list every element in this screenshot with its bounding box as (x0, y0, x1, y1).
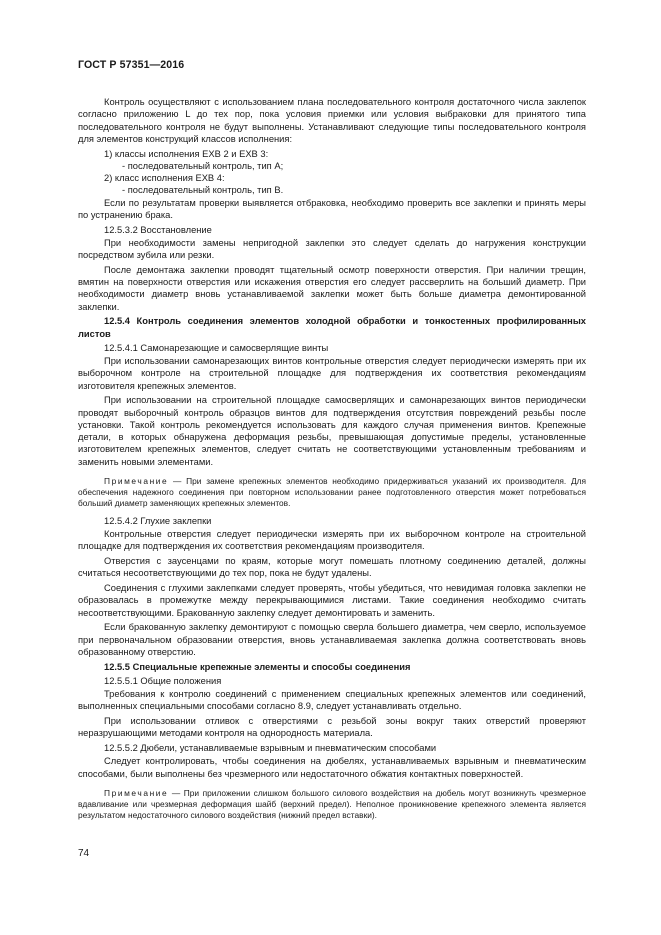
section-heading: 12.5.4.1 Самонарезающие и самосверлящие винты (104, 342, 329, 353)
paragraph: После демонтажа заклепки проводят тщательный осмотр поверхности отверстия. При наличии трещин, вмятин на поверхности отверстия или искажения отверстия его следует рассверлить на больший диаметр. При необходимости диаметр вновь устанавливаемой заклепки может быть больше диаметра демонтированной заклепки. (78, 264, 586, 312)
section-heading: 12.5.5.2 Дюбели, устанавливаемые взрывным и пневматическим способами (104, 743, 437, 753)
note-label: Примечание (104, 787, 169, 798)
list-subitem: - последовательный контроль, тип В. (122, 185, 284, 196)
note-text: — При приложении слишком большого силового воздействия на дюбель могут возникнуть чрезмерное вдавливание или чрезмерная деформация шайб (верхний предел). Неполное проникновение крепежного элемента является результатом недостаточного силового воздействия (нижний предел вставки). (78, 787, 586, 820)
paragraph: Контрольные отверстия следует периодически измерять при их выборочном контроле на строительной площадке для подтверждения их соответствия рекомендациям производителя. (78, 529, 586, 552)
paragraph: Отверстия с заусенцами по краям, которые могут помешать плотному соединению деталей, должны считаться несоответствующими до тех пор, пока не будут удалены. (78, 556, 586, 579)
note-text: — При замене крепежных элементов необходимо придерживаться указаний их производителя. Для обеспечения надежного соединения при повторном использовании ранее подготовленного отверстия может потребоваться больший диаметр заменяющих крепежных элементов. (78, 475, 586, 508)
document-body (78, 96, 586, 827)
paragraph: Соединения с глухими заклепками следует проверять, чтобы убедиться, что невидимая головка заклепки не образовалась в промежутке между перекрывающимися листами. Такие соединения необходимо считать несоответствующими. Бракованную заклепку следует демонтировать и заменить. (78, 583, 586, 618)
note (78, 476, 586, 509)
section-heading: 12.5.4.2 Глухие заклепки (104, 515, 212, 526)
paragraph: Требования к контролю соединений с применением специальных крепежных элементов или соединений, выполненных специальными способами согласно 8.9, следует устанавливать отдельно. (78, 689, 586, 712)
standard-header: ГОСТ Р 57351—2016 (78, 59, 185, 71)
paragraph: При использовании на строительной площадке самосверлящих и самонарезающих винтов периодически проводят выборочный контроль образцов винтов для подтверждения отсутствия повреждений резьбы после установки. Такой контроль рекомендуется использовать для каждого случая применения винтов. Крепежные детали, в которых обнаружена деформация резьбы, превышающая допустимые пределы, установленные изготовителем крепежных элементов, следует считать не соответствующими установленным требованиям и заменить новыми элементами. (78, 395, 586, 467)
list-item: 2) класс исполнения EXB 4: (104, 173, 225, 183)
paragraph: Контроль осуществляют с использованием плана последовательного контроля достаточного числа заклепок согласно приложению L до тех пор, пока условия приемки или условия выбраковки для принятого типа последовательного контроля не будут выполнены. Устанавливают следующие типы последовательного контроля для элементов конструкций классов исполнения: (78, 97, 586, 144)
section-heading: 12.5.3.2 Восстановление (104, 224, 212, 235)
paragraph: При использовании самонарезающих винтов контрольные отверстия следует периодически измерять при их выборочном контроле на строительной площадке для подтверждения их соответствия рекомендациям изготовителя крепежных элементов. (78, 356, 586, 391)
note (78, 788, 586, 821)
paragraph: Если бракованную заклепку демонтируют с помощью сверла большего диаметра, чем сверло, используемое при первоначальном образовании отверстия, вновь устанавливаемая заклепка должна соответствовать вновь образованному отверстию. (78, 622, 586, 657)
paragraph: Если по результатам проверки выявляется отбраковка, необходимо проверить все заклепки и принять меры по устранению брака. (78, 197, 586, 220)
section-heading-bold: 12.5.5 Специальные крепежные элементы и способы соединения (104, 661, 411, 672)
list-item: 1) классы исполнения EXB 2 и EXB 3: (104, 148, 269, 159)
section-heading: 12.5.5.1 Общие положения (104, 675, 222, 686)
section-heading-bold: 12.5.4 Контроль соединения элементов холодной обработки и тонкостенных профилированных листов (78, 316, 586, 339)
paragraph: При использовании отливок с отверстиями с резьбой зоны вокруг таких отверстий проверяют неразрушающими методами контроля на однородность материала. (78, 716, 586, 739)
paragraph: Следует контролировать, чтобы соединения на дюбелях, устанавливаемых взрывным и пневматическим способами, были выполнены без чрезмерного или недостаточного обжатия контактных поверхностей. (78, 756, 586, 779)
page-number: 74 (78, 848, 90, 859)
list-subitem: - последовательный контроль, тип А; (122, 160, 284, 171)
paragraph: При необходимости замены непригодной заклепки это следует сделать до нагружения конструкции посредством зубила или резки. (78, 237, 586, 260)
note-label: Примечание (104, 475, 169, 486)
